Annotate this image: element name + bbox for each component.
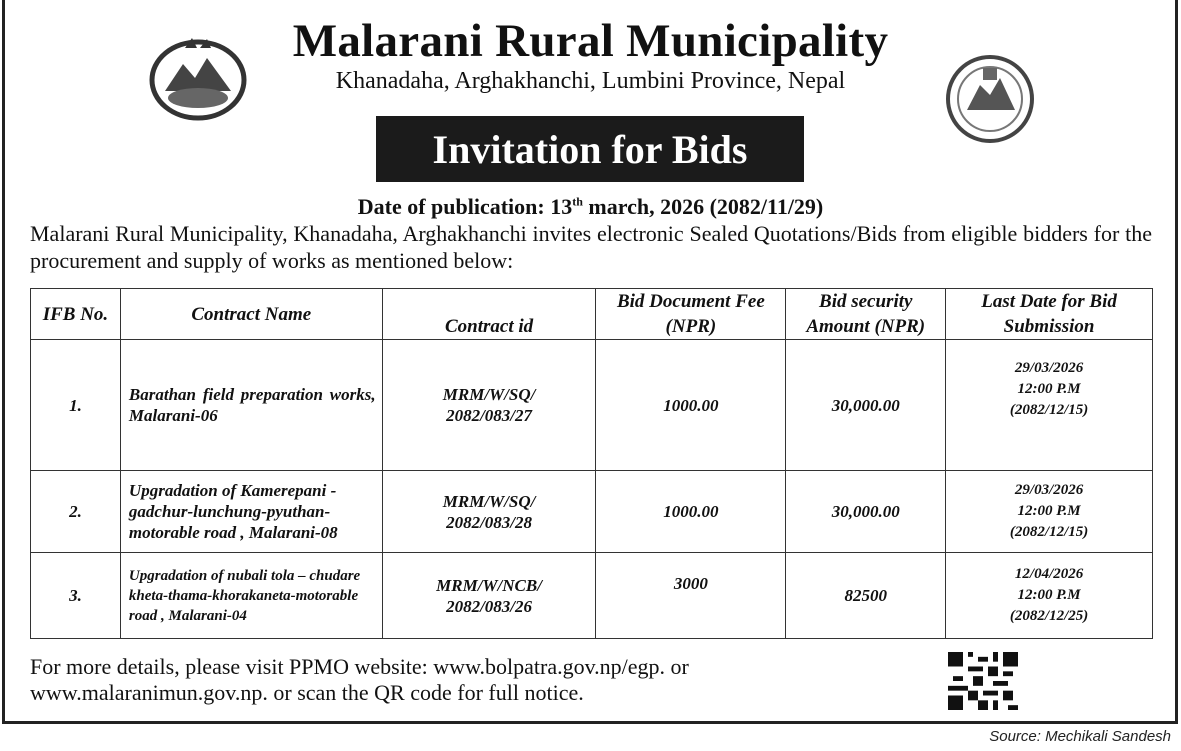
contract-name: Upgradation of Kamerepani - gadchur-lunchung-pyuthan-motorable road , Malarani-08: [120, 471, 382, 553]
table-header-row: [31, 289, 1153, 340]
bid-fee: 3000: [596, 553, 786, 639]
contract-id-line1: MRM/W/SQ/: [442, 385, 536, 404]
time-line: 12:00 P.M: [1017, 587, 1081, 603]
bs-date-line: (2082/12/15): [1009, 524, 1089, 540]
bid-security: 30,000.00: [786, 340, 946, 471]
bs-date-line: (2082/12/25): [1009, 608, 1089, 624]
contract-id-line1: MRM/W/SQ/: [442, 491, 536, 511]
contract-id-line1: MRM/W/NCB/: [436, 575, 542, 595]
date-line: 29/03/2026: [1014, 360, 1084, 376]
bid-security: 82500: [786, 553, 946, 639]
qr-code-icon[interactable]: [948, 652, 1018, 710]
table-row: [31, 471, 1153, 553]
header-bid-security: Bid security Amount (NPR): [786, 289, 946, 340]
header-bid-fee: Bid Document Fee (NPR): [596, 289, 786, 340]
date-label: Date of publication: 13: [357, 194, 573, 219]
last-date: [946, 553, 1153, 639]
bid-fee: 1000.00: [596, 471, 786, 553]
date-line: 29/03/2026: [1014, 482, 1084, 498]
footer-line-1: For more details, please visit PPMO website: www.bolpatra.gov.np/egp. or: [30, 654, 689, 679]
ifb-no: 3.: [31, 553, 121, 639]
contract-name: Upgradation of nubali tola – chudare kheta-thama-khorakaneta-motorable road , Malarani-04: [120, 553, 382, 639]
date-suffix: th: [572, 194, 583, 209]
header-contract-id: Contract id: [382, 289, 596, 340]
last-date: [946, 340, 1153, 471]
header-last-date: Last Date for Bid Submission: [946, 289, 1153, 340]
bids-table: [30, 288, 1153, 639]
time-line: 12:00 P.M: [1017, 381, 1081, 397]
footer-line-2: www.malaranimun.gov.np. or scan the QR code for full notice.: [30, 680, 584, 705]
date-rest: march, 2026 (2082/11/29): [582, 194, 824, 219]
date-line: 12/04/2026: [1014, 566, 1084, 582]
header-ifb-no: IFB No.: [31, 289, 121, 340]
contract-name: Barathan field preparation works, Malarani-06: [120, 340, 382, 471]
last-date: [946, 471, 1153, 553]
table-row: [31, 340, 1153, 471]
bs-date-line: (2082/12/15): [1009, 402, 1089, 418]
contract-id: [382, 471, 596, 553]
municipality-address: Khanadaha, Arghakhanchi, Lumbini Province, Nepal: [335, 68, 846, 94]
notice-banner: Invitation for Bids: [376, 116, 804, 182]
ifb-no: 2.: [31, 471, 121, 553]
time-line: 12:00 P.M: [1017, 503, 1081, 519]
bid-fee: 1000.00: [596, 340, 786, 471]
header-contract-name: Contract Name: [120, 289, 382, 340]
contract-id-line2: 2082/083/26: [446, 596, 533, 616]
footer-text: [30, 654, 689, 706]
ifb-no: 1.: [31, 340, 121, 471]
contract-id-line2: 2082/083/28: [446, 512, 533, 532]
publication-date: [0, 194, 1181, 220]
municipality-title: Malarani Rural Municipality: [292, 15, 889, 67]
contract-id: [382, 340, 596, 471]
contract-id: [382, 553, 596, 639]
table-row: [31, 553, 1153, 639]
intro-paragraph: Malarani Rural Municipality, Khanadaha, Arghakhanchi invites electronic Sealed Quotations/Bids from eligible bidders for the procurement and supply of works as mentioned below:: [30, 221, 1152, 273]
source-credit: Source: Mechikali Sandesh: [989, 728, 1171, 745]
contract-id-line2: 2082/083/27: [446, 406, 533, 425]
bid-security: 30,000.00: [786, 471, 946, 553]
